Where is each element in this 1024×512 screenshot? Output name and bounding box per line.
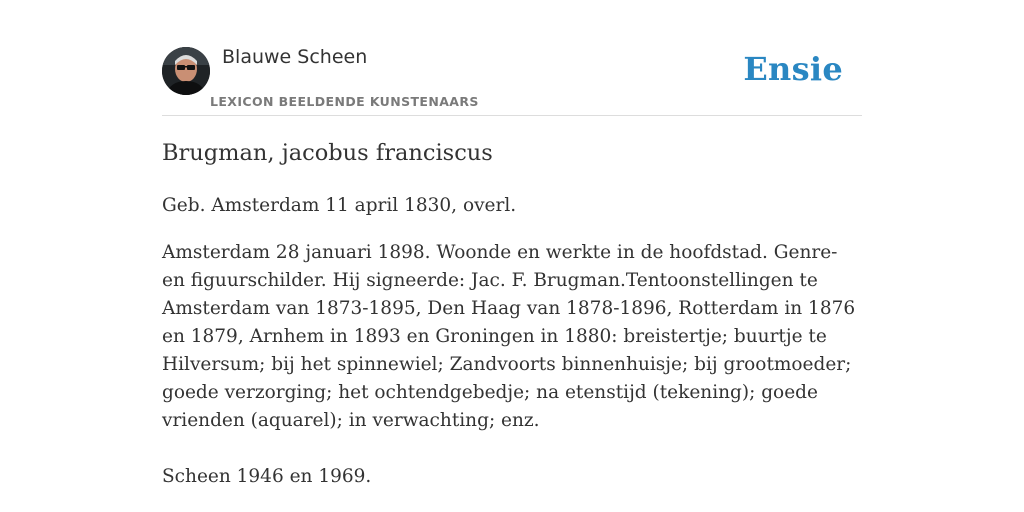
ensie-logo[interactable]: Ensie — [743, 50, 843, 88]
lexicon-link[interactable]: LEXICON BEELDENDE KUNSTENAARS — [210, 94, 479, 109]
paragraph-biography: Amsterdam 28 januari 1898. Woonde en werkte in de hoofdstad. Genre- en figuurschilder. Hij signeerde: Jac. F. Brugman.Tentoonstellingen te Amsterdam van 1873-1895, Den Haag van 1878-1896, Rotterdam in 1876 en 1879, Arnhem in 1893 en Groningen in 1880: breistertje; buurtje te Hilversum; bij het spinnewiel; Zandvoorts binnenhuisje; bij grootmoeder; goede verzorging; het ochtendgebedje; na etenstijd (tekening); goede vrienden (aquarel); in verwachting; enz. — [162, 242, 856, 431]
article-body — [162, 192, 862, 491]
header — [162, 46, 862, 116]
author-name[interactable]: Blauwe Scheen — [222, 46, 368, 68]
article-title: Brugman, jacobus franciscus — [162, 140, 493, 166]
author-avatar[interactable] — [162, 47, 210, 95]
paragraph-source: Scheen 1946 en 1969. — [162, 466, 372, 487]
avatar-photo — [162, 47, 210, 95]
paragraph-birth: Geb. Amsterdam 11 april 1830, overl. — [162, 195, 517, 216]
